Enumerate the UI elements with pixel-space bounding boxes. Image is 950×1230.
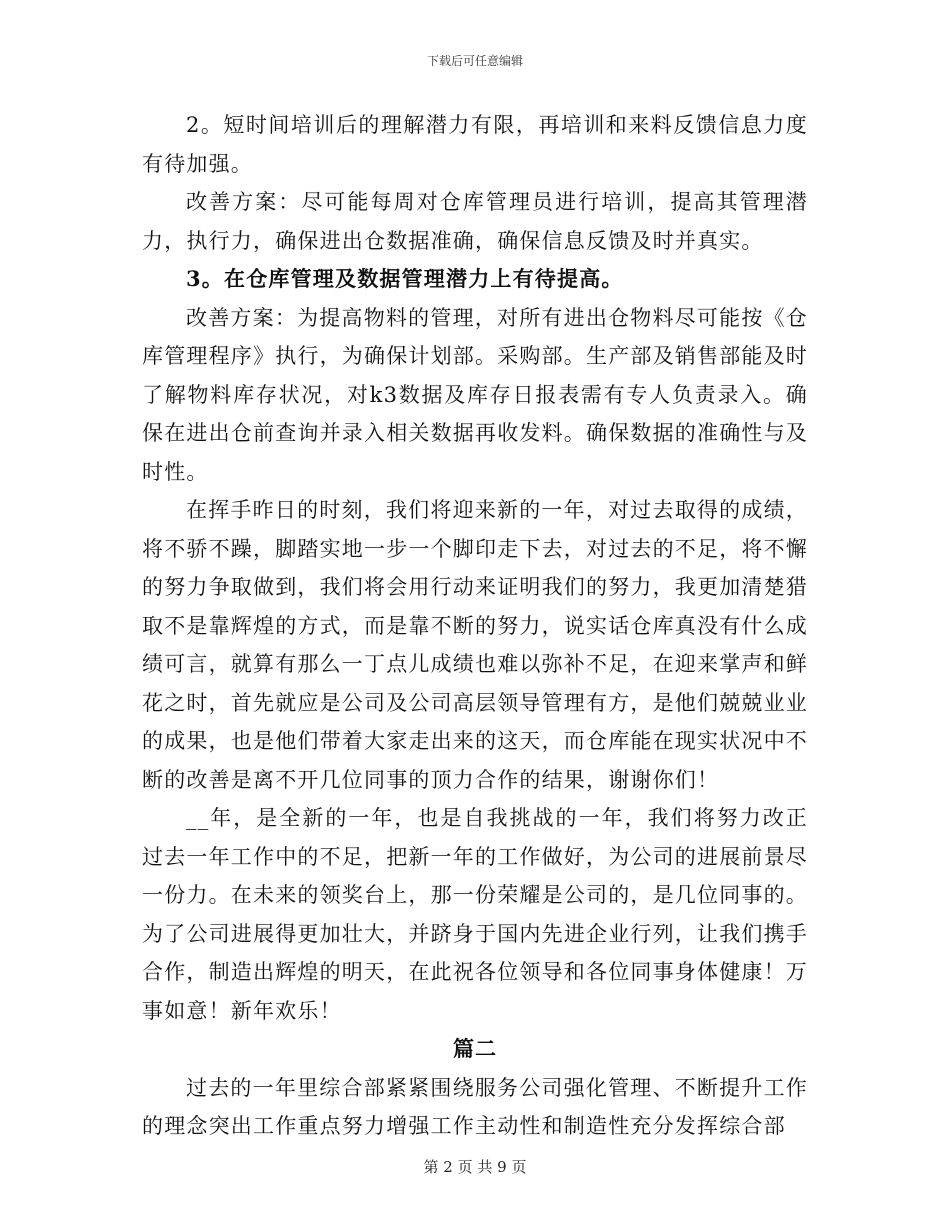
paragraph-new-year: __年，是全新的一年，也是自我挑战的一年，我们将努力改正过去一年工作中的不足，把新一年的工作做好，为公司的进展前景尽一份力。在未来的领奖台上，那一份荣耀是公司的，是几位同事的。为了公司进展得更加壮大，并跻身于国内先进企业行列，让我们携手合作，制造出辉煌的明天，在此祝各位领导和各位同事身体健康！万事如意！新年欢乐！ bbox=[142, 806, 808, 1023]
page-header: 下载后可任意编辑 bbox=[426, 54, 523, 68]
section-heading: 篇二 bbox=[453, 1036, 497, 1061]
paragraph-section-two-intro: 过去的一年里综合部紧紧围绕服务公司强化管理、不断提升工作的理念突出工作重点努力增强工作主动性和制造性充分发挥综合部 bbox=[142, 1075, 808, 1138]
paragraph-year-review: 在挥手昨日的时刻，我们将迎来新的一年，对过去取得的成绩，将不骄不躁，脚踏实地一步一个脚印走下去，对过去的不足，将不懈的努力争取做到，我们将会用行动来证明我们的努力，我更加清楚猎取不是靠辉煌的方式，而是靠不断的努力，说实话仓库真没有什么成绩可言，就算有那么一丁点儿成绩也难以弥补不足，在迎来掌声和鲜花之时，首先就应是公司及公司高层领导管理有方，是他们兢兢业业的成果，也是他们带着大家走出来的这天，而仓库能在现实状况中不断的改善是离不开几位同事的顶力合作的结果，谢谢你们！ bbox=[142, 498, 808, 792]
paragraph-training-issue: 2。短时间培训后的理解潜力有限，再培训和来料反馈信息力度有待加强。 bbox=[142, 113, 808, 176]
document-body bbox=[142, 106, 808, 1146]
page-footer: 第 2 页 共 9 页 bbox=[423, 1158, 527, 1176]
paragraph-training-plan: 改善方案：尽可能每周对仓库管理员进行培训，提高其管理潜力，执行力，确保进出仓数据准确，确保信息反馈及时并真实。 bbox=[142, 190, 808, 253]
paragraph-material-plan: 改善方案：为提高物料的管理，对所有进出仓物料尽可能按《仓库管理程序》执行，为确保计划部。采购部。生产部及销售部能及时了解物料库存状况，对k3数据及库存日报表需有专人负责录入。确保在进出仓前查询并录入相关数据再收发料。确保数据的准确性与及时性。 bbox=[142, 305, 808, 484]
paragraph-data-management-heading: 3。在仓库管理及数据管理潜力上有待提高。 bbox=[186, 266, 624, 291]
